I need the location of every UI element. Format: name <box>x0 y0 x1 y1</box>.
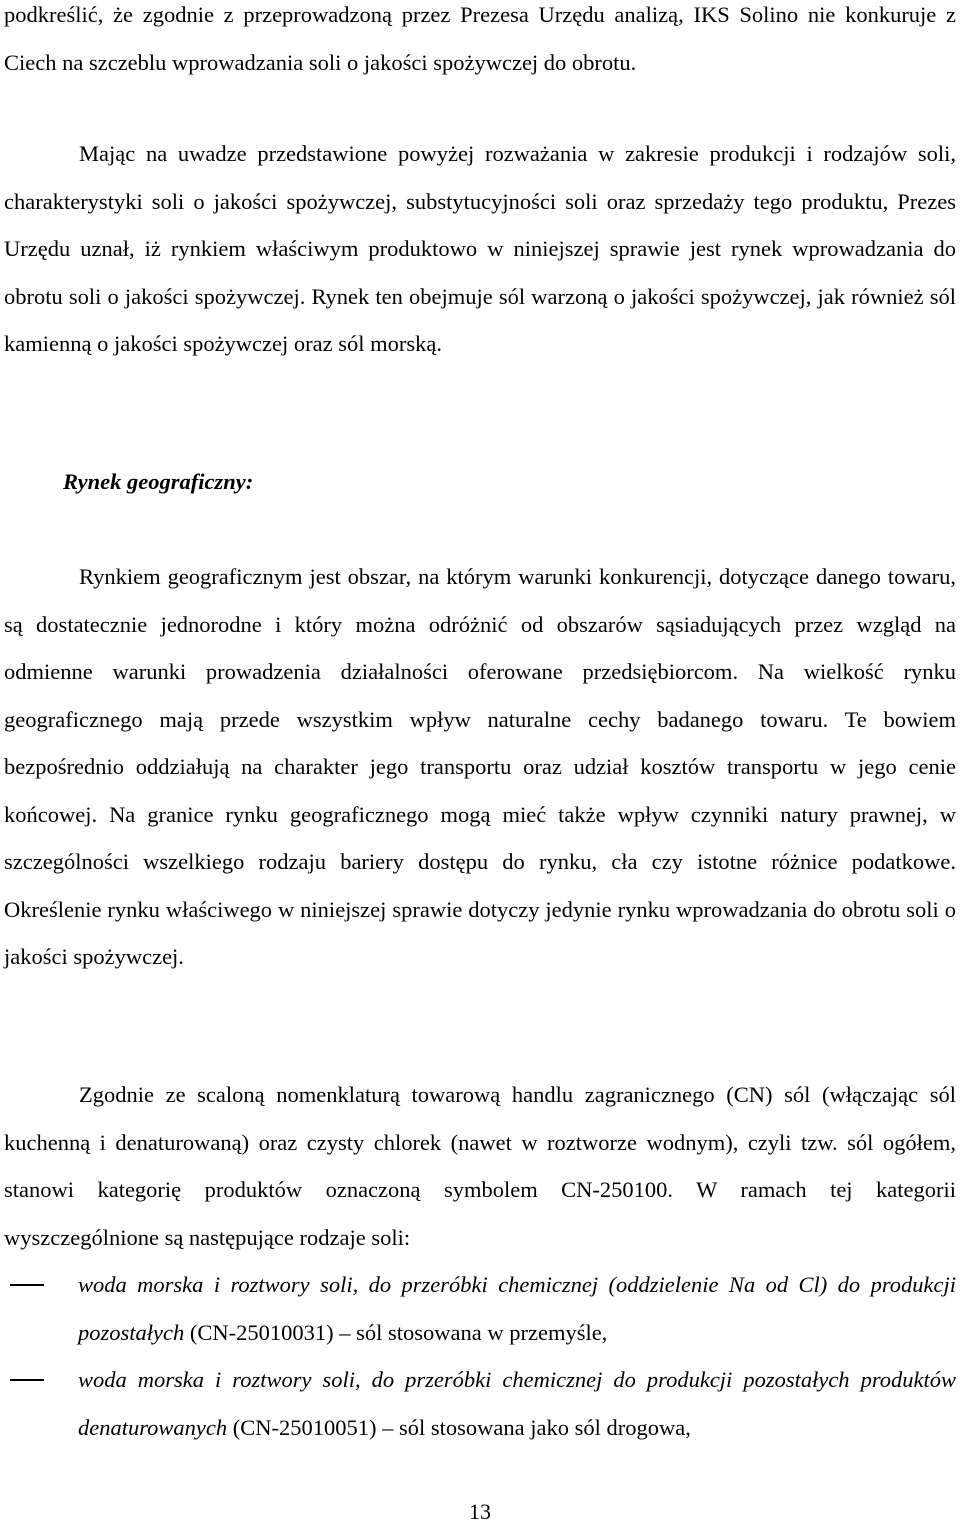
product-market-paragraph: Mając na uwadze przedstawione powyżej rozważania w zakresie produkcji i rodzajów soli, charakterystyki soli o jakości spożywczej, substytucyjności soli oraz sprzedaży tego produktu, Prezes Urzędu uznał, iż rynkiem właściwym produktowo w niniejszej sprawie jest rynek wprowadzania do obrotu soli o jakości spożywczej. Rynek ten obejmuje sól warzoną o jakości spożywczej, jak również sól kamienną o jakości spożywczej oraz sól morską. <box>4 141 956 356</box>
product-market-paragraph-block <box>4 130 956 368</box>
salt-types-list <box>4 1261 956 1451</box>
geo-market-heading: Rynek geograficzny: <box>63 469 254 494</box>
list-item <box>4 1261 956 1356</box>
dash-bullet-icon <box>10 1379 44 1381</box>
intro-paragraph: podkreślić, że zgodnie z przeprowadzoną przez Prezesa Urzędu analizą, IKS Solino nie konkuruje z Ciech na szczeblu wprowadzania soli o jakości spożywczej do obrotu. <box>4 2 956 75</box>
list-item-text: (CN-25010031) – sól stosowana w przemyśle, <box>184 1319 608 1345</box>
page-number: 13 <box>469 1499 491 1524</box>
intro-paragraph-block <box>4 0 956 86</box>
geo-market-paragraph: Rynkiem geograficznym jest obszar, na którym warunki konkurencji, dotyczące danego towaru, są dostatecznie jednorodne i który można odróżnić od obszarów sąsiadujących przez wzgląd na odmienne warunki prowadzenia działalności oferowane przedsiębiorcom. Na wielkość rynku geograficznego mają przede wszystkim wpływ naturalne cechy badanego towaru. Te bowiem bezpośrednio oddziałują na charakter jego transportu oraz udział kosztów transportu w jego cenie końcowej. Na granice rynku geograficznego mogą mieć także wpływ czynniki natury prawnej, w szczególności wszelkiego rodzaju bariery dostępu do rynku, cła czy istotne różnice podatkowe. Określenie rynku właściwego w niniejszej sprawie dotyczy jedynie rynku wprowadzania do obrotu soli o jakości spożywczej. <box>4 564 956 969</box>
geo-paragraph-block <box>4 553 956 981</box>
list-item-italic: woda morska i roztwory soli, do przeróbki chemicznej do produkcji pozostałych produktów denaturowanych <box>78 1367 956 1440</box>
geo-heading-block <box>4 458 956 506</box>
salt-types-list-block <box>4 1261 956 1451</box>
cn-nomenclature-paragraph: Zgodnie ze scaloną nomenklaturą towarową handlu zagranicznego (CN) sól (włączając sól kuchenną i denaturowaną) oraz czysty chlorek (nawet w roztworze wodnym), czyli tzw. sól ogółem, stanowi kategorię produktów oznaczoną symbolem CN-250100. W ramach tej kategorii wyszczególnione są następujące rodzaje soli: <box>4 1082 956 1250</box>
list-item-text: (CN-25010051) – sól stosowana jako sól drogowa, <box>227 1414 691 1440</box>
cn-paragraph-block <box>4 1071 956 1261</box>
list-item-italic: woda morska i roztwory soli, do przeróbki chemicznej (oddzielenie Na od Cl) do produkcji pozostałych <box>78 1272 956 1345</box>
dash-bullet-icon <box>10 1284 44 1286</box>
list-item <box>4 1356 956 1451</box>
